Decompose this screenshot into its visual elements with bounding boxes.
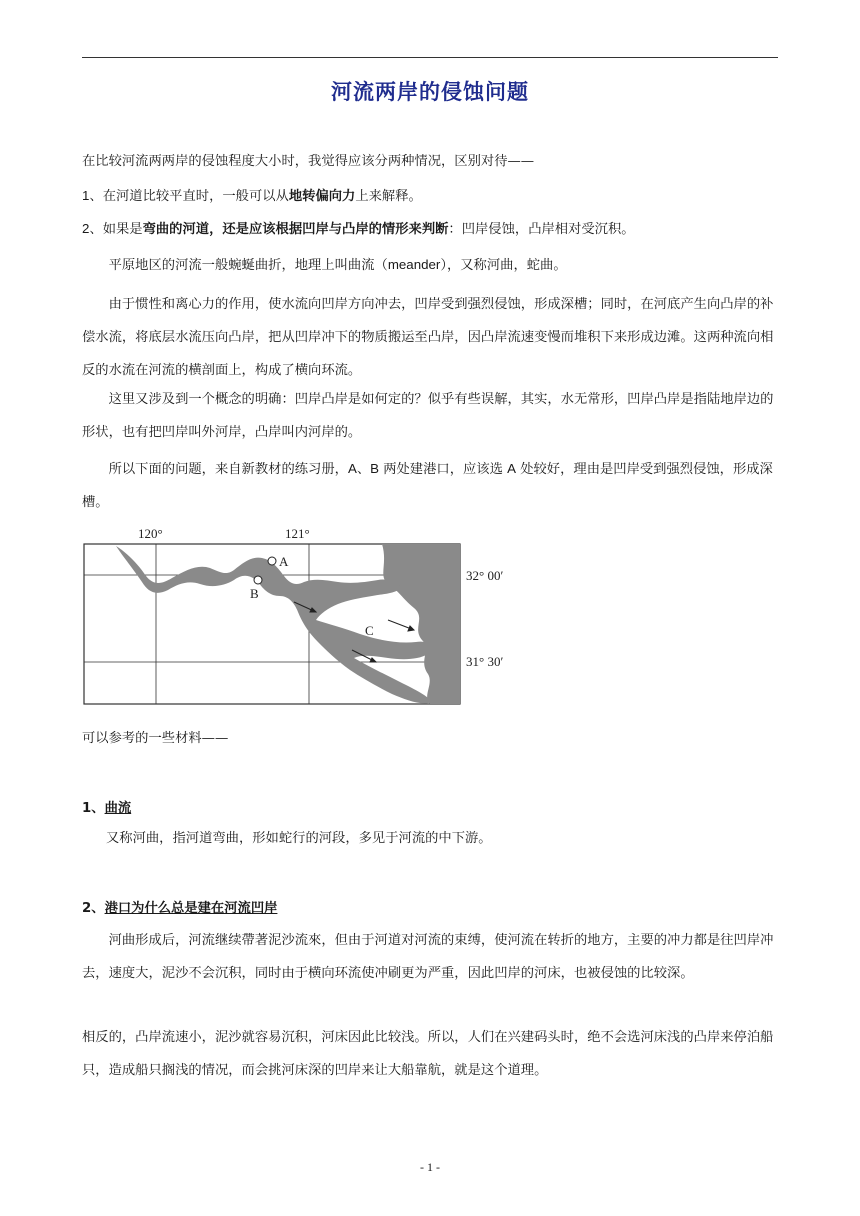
meander-text: 平原地区的河流一般蜿蜒曲折，地理上叫曲流（ (108, 258, 388, 273)
section-2-heading (82, 897, 277, 916)
meander-paragraph (82, 248, 778, 282)
point-2-text: 如果是 (102, 222, 143, 237)
point-2-bold: 弯曲的河道，还是应该根据凹岸与凸岸的情形来判断 (142, 222, 449, 237)
page-title: 河流两岸的侵蚀问题 (331, 80, 529, 104)
concept-paragraph: 这里又涉及到一个概念的明确：凹岸凸岸是如何定的？似乎有些误解，其实，水无常形，凹岸凸岸是指陆地岸边的形状，也有把凹岸叫外河岸，凸岸叫内河岸的。 (82, 392, 774, 440)
inertia-paragraph: 由于惯性和离心力的作用，使水流向凹岸方向冲去，凹岸受到强烈侵蚀，形成深槽；同时，在河底产生向凸岸的补偿水流，将底层水流压向凸岸，把从凹岸冲下的物质搬运至凸岸，因凸岸流速变慢而堆积下来形成边滩。这两种流向相反的水流在河流的横剖面上，构成了横向环流。 (82, 297, 774, 378)
marker-a (268, 557, 276, 565)
point-2-text-after: ：凹岸侵蚀，凸岸相对受沉积。 (448, 222, 635, 237)
lat-label-32: 32° 00′ (466, 568, 504, 583)
point-1-text: 在河道比较平直时，一般可以从 (102, 189, 289, 204)
section-2-number: 2、 (82, 901, 105, 916)
question-text-1: 所以下面的问题，来自新教材的练习册， (108, 462, 348, 477)
point-1-text-after: 上来解释。 (355, 189, 422, 204)
section-2-body-2: 相反的，凸岸流速小，泥沙就容易沉积，河床因此比较浅。所以，人们在兴建码头时，绝不会选河床浅的凸岸来停泊船只，造成船只搁浅的情况，而会挑河床深的凹岸来让大船靠航，就是这个道理。 (82, 1030, 774, 1078)
header-rule (82, 57, 778, 58)
lon-label-121: 121° (285, 526, 310, 541)
section-1-body: 又称河曲，指河道弯曲，形如蛇行的河段，多见于河流的中下游。 (106, 831, 492, 846)
point-2 (82, 212, 778, 246)
label-c: C (365, 623, 374, 638)
point-1 (82, 179, 778, 213)
section-2-body-1: 河曲形成后，河流继续帶著泥沙流來，但由于河道对河流的束缚，使河流在转折的地方，主要的冲力都是往凹岸冲去，速度大，泥沙不会沉积，同时由于横向环流使冲刷更为严重，因此凹岸的河床，也被侵蚀的比较深。 (82, 933, 774, 981)
intro-paragraph: 在比较河流两两岸的侵蚀程度大小时，我觉得应该分两种情况，区别对待—— (82, 154, 535, 169)
question-text-2: 、 (356, 462, 371, 477)
lat-label-31-30: 31° 30′ (466, 654, 504, 669)
materials-intro: 可以参考的一些材料—— (82, 731, 229, 746)
river-map (82, 524, 552, 720)
label-b: B (250, 586, 259, 601)
page-number: - 1 - (420, 1160, 440, 1174)
section-1-heading (82, 797, 131, 816)
label-a: A (279, 554, 289, 569)
point-1-number: 1、 (82, 188, 103, 203)
section-1-number: 1、 (82, 801, 105, 816)
question-paragraph (82, 452, 778, 519)
meander-latin: meander (387, 257, 441, 272)
section-1-title: 曲流 (104, 801, 132, 816)
question-latin-b: B (370, 461, 379, 476)
section-2-title: 港口为什么总是建在河流凹岸 (104, 901, 278, 916)
meander-text-after: ），又称河曲，蛇曲。 (440, 258, 567, 273)
question-latin-a: A (347, 461, 357, 476)
point-1-bold: 地转偏向力 (288, 189, 356, 204)
lon-label-120: 120° (138, 526, 163, 541)
marker-b (254, 576, 262, 584)
point-2-number: 2、 (82, 221, 103, 236)
question-text-3: 两处建港口，应该选 (378, 462, 508, 477)
question-text-4: 处较好，理由是凹岸受到强烈侵蚀，形成深槽。 (82, 462, 773, 510)
question-latin-a2: A (507, 461, 516, 476)
